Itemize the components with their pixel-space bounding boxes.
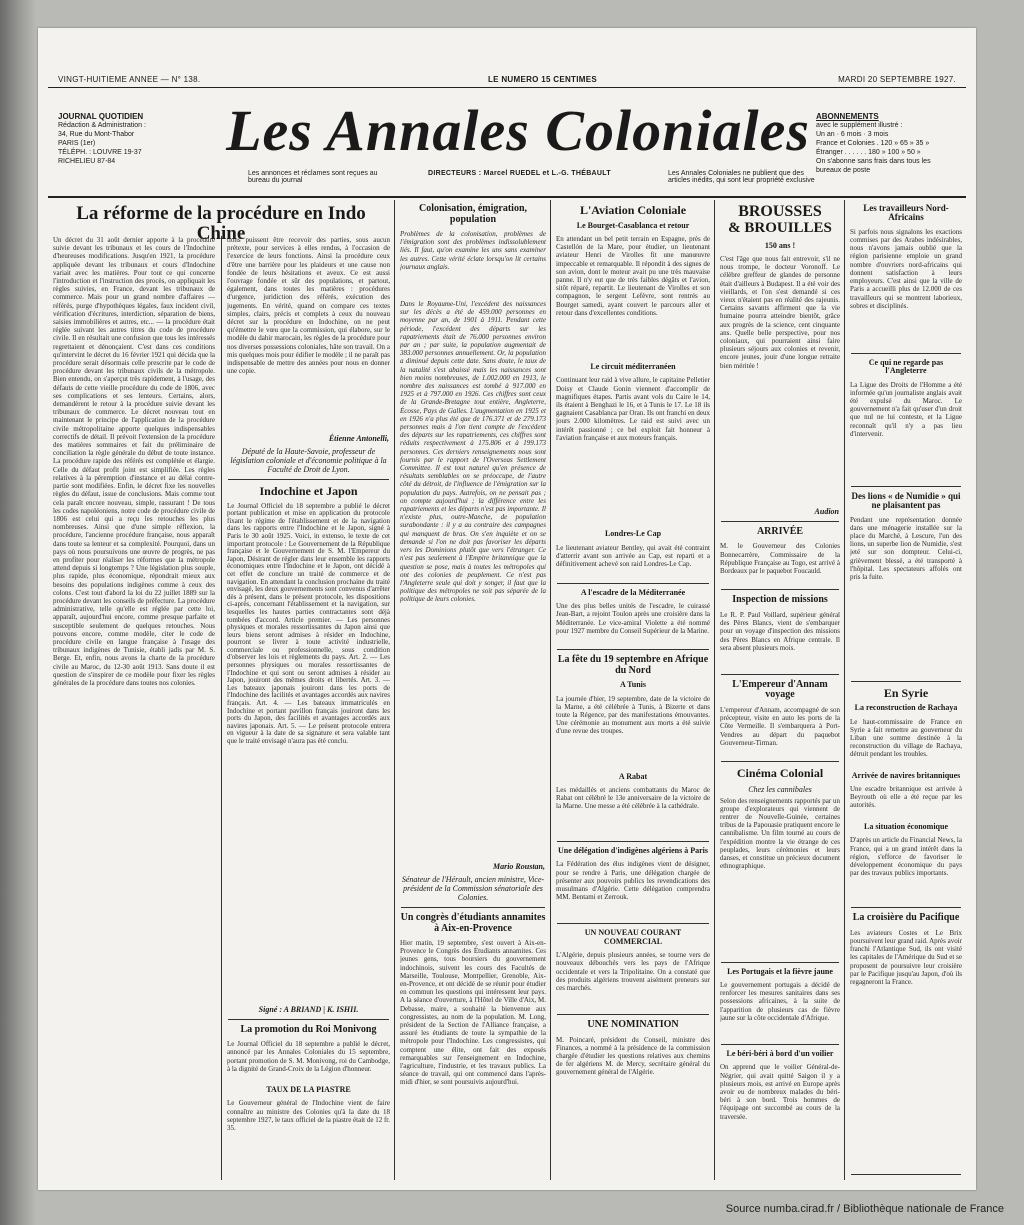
headline-aviation: L'Aviation Coloniale xyxy=(579,203,687,217)
fete-body2: Les médaillés et anciens combattants du Maroc de Rabat ont célébré le 13e anniversaire de la victoire de la Marne. Une messe a été célébrée à la cathédrale. xyxy=(556,785,710,811)
headline-reforme: La réforme de la procédure en Indo Chine xyxy=(76,203,366,244)
headline-fete: La fête du 19 septembre en Afrique du Nord xyxy=(557,654,709,676)
angleterre-body: La Ligue des Droits de l'Homme a été informée qu'un journaliste anglais avait été expulsé du Maroc. Le gouvernement n'a fait qu'user d'un droit que nul ne lui conteste, et la Ligue reconnaît qu'il n'y a pas lieu d'intervenir. xyxy=(850,380,962,438)
subscription-line: Étranger . . . . . . 180 » 100 » 50 » xyxy=(816,149,921,156)
syrie-body3: D'après un article du Financial News, la France, qui a un grand intérêt dans la région, s'efforce de favoriser le développement économique du pays par des travaux publics importants. xyxy=(850,836,962,878)
cinema-body: Selon des renseignements rapportés par un groupe d'explorateurs qui viennent de rentrer de Nouvelle-Guinée, certaines tribus de la Papouasie pratiquent encore le cannibalisme. Un film tourné au cours de l'expédition montre la vie étrange de ces peuplades, leurs cérémonies et leurs danses, et constitue un précieux document ethnographique. xyxy=(720,796,840,871)
reforme-author-role: Député de la Haute-Savoie, professeur de législation coloniale et d'économie politique à la Faculté de Droit de Lyon. xyxy=(230,447,387,474)
directors: DIRECTEURS : Marcel RUEDEL et L.-G. THÉBAULT xyxy=(428,170,611,177)
reforme-body: Un décret du 31 août dernier apporte à la procédure suivie devant les tribunaux et les cours de l'Indochine d'heureuses modifications. Jusqu'en 1921, la procédure appliquée devant les tribunaux et cours d'Indochine variait avec les matières. Pour tout ce qui concerne l'introduction et l'instruction des procès, on appliquait les règles suivies, en France, devant les tribunaux de commerce. Mais pour un grand nombre d'affaires — référés, purge d'hypothèques légales, faux incident civil, vérification d'écritures, interdiction, séparation de biens, saisies immobilières et autres, etc... — la procédure était réglée suivant les autres titres du code de procédure civile. Il en résultait une confusion que tous les intéressés regrettaient et dénonçaient. C'est dans ces conditions qu'intervint le décret du 16 février 1921 qui décida que la procédure serait désormais celle prescrite par le code de procédure devant les tribunaux civils de la métropole. Bien entendu, on s'aperçut très rapidement, à l'usage, des défauts de cette vieille procédure du code de 1806, avec ses complications et ses lenteurs. Certains, alors, demandèrent le retour à la procédure suivie devant les tribunaux de commerce. Le décret nouveau tout en maintenant le principe de l'application de la procédure civile métropolitaine apporte quelques indispensables correctifs de détail. Il prévoit l'extension de la procédure des matières sommaires et fait du préliminaire de conciliation la règle générale du début de toute instance. La procédure rapide des référés est complétée et élargie. Celle du défaut profit joint est simplifiée. Les règles relatives à la péremption d'instance et au délai contre-partie sont modifiées. Enfin, le décret fixe les nouvelles règles du défaut, issue de conclusions. Mais comme tout cela paraît encore nouveau, simple, rassurant ! De tous les codes napoléoniens, notre code de procédure civile de 1806 est celui qui a reçu les retouches les plus nombreuses. Ainsi que d'une simple réflexion, la procédure, l'ancienne procédure française, nous apparaît dans toute sa lenteur et sa complexité. Pourquoi, dans un pays où nous poursuivons une œuvre de progrès, ne pas en profiter pour réaliser les réformes que la métropole attend depuis si longtemps ? Une législation plus souple, plus rapide, plus économique, répondrait mieux aux besoins des populations indigènes comme à ceux des colons. C'est tout d'abord la loi du 22 juillet 1889 sur la procédure devant les conseils de préfecture. La procédure administrative, telle qu'elle est réglée par cette loi, apparaît, aujourd'hui encore, comme presque parfaite et susceptible seulement de quelques retouches. Nous pouvons encore, comme modèle, citer le code de procédure civile en langue française à l'usage des tribunaux indigènes de Tunisie, établi jadis par M. S. Berge. Et, enfin, nous avons la charte de la procédure civile au Maroc, du 12-30 août 1913. Sans doute il est question de s'inspirer de ce modèle pour fixer les règles générales de la procédure dans toutes nos colonies. xyxy=(53,236,215,687)
headline-pacifique: La croisière du Pacifique xyxy=(852,912,960,924)
aviation-sub3: Londres-Le Cap xyxy=(604,529,662,539)
office-line: PARIS (1er) xyxy=(58,140,96,147)
inspection-body: Le R. P. Paul Voillard, supérieur général des Pères Blancs, vient de s'embarquer pour un voyage d'inspection des missions des Pères Blancs en Afrique centrale. Il sera absent plusieurs mois. xyxy=(720,610,840,652)
aviation-sub1: Le Bourget-Casablanca et retour xyxy=(576,220,690,230)
colonisation-intro: Problèmes de la colonisation, problèmes de l'émigration sont des problèmes indissolublement liés. Il faut, qu'on examine les uns sans examiner les autres. Cette vérité éclate lorsqu'on lit certains journaux anglais. xyxy=(400,230,546,271)
aviation-body3: Le lieutenant aviateur Bentley, qui avait été contraint d'atterrir avant son arrivée au Cap, est reparti et a définitivement achevé son raid Londres-Le Cap. xyxy=(556,543,710,569)
office-line: Rédaction & Administration : xyxy=(58,122,146,129)
brousses-author: Audion xyxy=(814,506,839,516)
nomination-body: M. Poincaré, président du Conseil, ministre des Finances, a nommé à la présidence de la commission chargée d'étudier les questions relatives aux chemins de fer algériens M. de Mercy, secrétaire général du gouvernement général de l'Algérie. xyxy=(556,1035,710,1077)
headline-empereur: L'Empereur d'Annam voyage xyxy=(732,678,828,701)
divider xyxy=(401,907,545,908)
headline-angleterre: Ce qui ne regarde pas l'Angleterre xyxy=(868,357,944,376)
binding-edge xyxy=(0,0,36,1225)
edition-number: VINGT-HUITIEME ANNEE — N° 138. xyxy=(58,75,201,84)
headline-brouilles: & BROUILLES xyxy=(728,219,832,236)
syrie-sub1: La reconstruction de Rachaya xyxy=(854,703,958,713)
headline-indochine-japon: Indochine et Japon xyxy=(259,484,358,498)
empereur-body: L'empereur d'Annam, accompagné de son précepteur, visite en auto les ports de la Côte Vermeille. Il s'embarquera à Port-Vendres au départ du paquebot Gouverneur-Tirman. xyxy=(720,705,840,747)
aviation-body1: En attendant un bel petit terrain en Espagne, près de Castellón de la Mare, pour étudier, un lieutenant aviateur Henri de Virolles fit une manœuvre impeccable et remarquable. Il répondit à des signes de son avion, dont le moteur avait pu une très mauvaise panne. Il n'y eut que de très faibles dégâts et l'avion, sitôt réparé, repartit. Le lieutenant de Virolles et son compagnon, le sergent Lefèvre, sont rentrés au Bourget samedi, ayant couvert le parcours aller et retour dans d'excellentes conditions. xyxy=(556,234,710,317)
office-line: TÉLÉPH. : LOUVRE 19-37 xyxy=(58,149,142,156)
newspaper-title: Les Annales Coloniales xyxy=(226,98,810,163)
divider xyxy=(557,649,709,650)
divider xyxy=(851,486,961,487)
headline-delegation: Une délégation d'indigènes algériens à Paris xyxy=(558,845,708,855)
fete-sub2: A Rabat xyxy=(618,771,648,781)
tagline-right: Les Annales Coloniales ne publient que des articles inédits, qui sont leur propriété exclusive xyxy=(668,170,815,184)
column-travailleurs xyxy=(844,200,967,1180)
divider xyxy=(721,761,839,762)
headline-cinema: Cinéma Colonial xyxy=(736,765,824,780)
subhead-piastre: TAUX DE LA PIASTRE xyxy=(266,1085,351,1095)
lions-body: Pendant une représentation donnée dans une ménagerie installée sur la place du Marché, à Lescure, l'un des lions, un superbe lion de Numidie, s'est jeté sur son dompteur. Celui-ci, grièvement blessé, a été transporté à l'hôpital. Les spectateurs affolés ont pris la fuite. xyxy=(850,515,962,581)
subscription-label: ABONNEMENTS xyxy=(816,112,879,121)
divider xyxy=(851,681,961,682)
arrivee-body: M. le Gouverneur des Colonies Bonnecarrère, Commissaire de la République Française au Togo, est arrivé à Bordeaux par le paquebot Foucauld. xyxy=(720,542,840,576)
headline-lions: Des lions « de Numidie » qui ne plaisantent pas xyxy=(851,490,961,511)
divider xyxy=(557,841,709,842)
headline-syrie: En Syrie xyxy=(883,685,929,700)
headline-nomination: UNE NOMINATION xyxy=(587,1019,679,1031)
divider xyxy=(228,1019,389,1020)
column-colonisation xyxy=(394,200,551,1180)
monivong-body: Le Journal Officiel du 18 septembre a publié le décret, annoncé par les Annales Coloniales du 15 septembre, portant promotion de S. M. Monivong, roi du Cambodge, à la dignité de Grand-Croix de la Légion d'honneur. xyxy=(227,1040,390,1073)
cinema-sub: Chez les cannibales xyxy=(748,784,812,794)
colonisation-body: Dans le Royaume-Uni, l'excédent des naissances sur les décès a été de 459.000 personnes en moyenne par an, de 1901 à 1911. Pendant cette période, l'excédent des départs sur les rapatriements était de 76.000 personnes environ par an ; par suite, la population augmentait de 383.000 personnes annuellement. Or, la population a diminué depuis cette date. Sans doute, le taux de la natalité s'est abaissé mais les naissances sont bien moins nombreuses, de 1.002.000 en 1913, le nombre des naissances est tombé à 917.000 en 1925 et à 797.000 en 1926. Ces chiffres sont ceux de la Grande-Bretagne tout entière, Angleterre, Écosse, Pays de Galles. L'augmentation en 1925 et en 1926 n'a plus été que de 176.371 et de 279.173 personnes mais à l'on tient compte de l'excédent des départs sur les rapatriements, ces chiffres sont réduits respectivement à 175.806 et à 199.173 personnes. Ces derniers renseignements nous sont fournis par le rapport de l'Overseas Settlement Committee. Il est tout naturel qu'en présence de résultats semblables on se préoccupe, de l'autre côté du détroit, de l'influence de l'émigration sur la population du pays. Autrefois, on ne pensait pas ; on compte aujourd'hui ; la différence entre les rapatriements et les départs n'est pas importante. Il n'existe plus, outre-Manche, de population surabondante : il y a au contraire des campagnes qui manquent de bras. On s'en inquiète et on se demande si l'on ne doit pas favoriser les départs vers les Dominions plutôt que vers l'étranger. Ce n'est pas seulement à l'Empire britannique que la question se pose, mais à toutes les métropoles qui ont des colonies de peuplement. Ce n'est pas l'Angleterre seule qui doit y songer, il faut que la politique des métropoles ne soit pas séparée de la politique de leurs colonies. xyxy=(400,300,546,604)
divider xyxy=(721,962,839,963)
divider xyxy=(721,589,839,590)
divider xyxy=(557,923,709,924)
aviation-sub2: Le circuit méditerranéen xyxy=(590,361,676,371)
column-aviation xyxy=(550,200,715,1180)
delegation-body: La Fédération des élus indigènes vient de désigner, pour se rendre à Paris, une délégation chargée de présenter aux pouvoirs publics les revendications des musulmans d'Algérie. Cette délégation comprendra MM. Bentami et Zerrouk. xyxy=(556,860,710,902)
aviation-body2: Continuant leur raid à vive allure, le capitaine Pelletier Doisy et Claude Gonin viennent d'accomplir de magnifiques étapes. Partis avant vols du Caire le 14, ils étaient à Benghazi le 16, et à Tunis le 17. Le 18 ils gagnaient Casablanca par Oran. Ils ont franchi en deux jours 2.000 kilomètres. Le raid est suivi avec un intérêt passionné ; ce bel exploit fait honneur à l'aviation française et aux moteurs français. xyxy=(556,376,710,442)
newspaper-page xyxy=(38,28,976,1190)
headline-colonisation: Colonisation, émigration, population xyxy=(418,203,528,225)
syrie-body2: Une escadre britannique est arrivée à Beyrouth où elle a été reçue par les autorités. xyxy=(850,784,962,810)
subscription-line: France et Colonies . 120 » 65 » 35 » xyxy=(816,140,930,147)
office-line: RICHELIEU 87-84 xyxy=(58,158,116,165)
headline-travailleurs: Les travailleurs Nord-Africains xyxy=(863,203,949,223)
portugais-body: Le gouvernement portugais a décidé de renforcer les mesures sanitaires dans ses possessions africaines, à la suite de l'apparition de plusieurs cas de fièvre jaune sur la côte occidentale d'Afrique. xyxy=(720,980,840,1022)
divider xyxy=(851,353,961,354)
reforme-col-a xyxy=(48,236,220,1180)
indochine-japon-body: Le Journal Officiel du 18 septembre a publié le décret portant publication et mise en application du protocole fixant le régime de l'établissement et de la navigation dans les rapports entre l'Indochine et le Japon, signé à Paris le 30 août 1925. Voici, in extenso, le texte de cet important protocole : Le Gouvernement de la République française et le Gouvernement de S. M. l'Empereur du Japon, Désirant de régler dans leur ensemble les rapports économiques entre l'Indochine et le Japon, ont décidé à cet effet de conclure un traité de commerce et de navigation. En attendant la conclusion prochaine du traité envisagé, les deux gouvernements sont convenus d'arrêter dès à présent, dans le présent protocole, les dispositions ci-après, concernant l'établissement et la navigation, sur lesquelles les hautes parties contractantes sont déjà tombées d'accord. Article premier. — Les personnes physiques et morales ressortissantes du Japon ainsi que leurs biens seront admises à résider en Indochine, pourront se livrer à toute activité industrielle, commerciale ou professionnelle, sous condition d'observer les lois et règlements du pays. Art. 2. — Les personnes physiques ou morales ressortissantes de l'Indochine et qui sont ou seront admises à résider au Japon, jouiront des mêmes droits et libertés. Art. 3. — Les bateaux japonais jouiront dans les ports de l'Indochine des facilités et avantages accordés aux navires français. Art. 4. — Les bateaux immatriculés en Indochine et portant pavillon français jouiront dans les ports du Japon, des facilités et avantages accordés aux navires japonais. Art. 5. — Le présent protocole entrera en vigueur à la date de sa signature et sera valable tant que le traité envisagé n'aura pas été conclu. xyxy=(227,502,390,745)
headline-congres: Un congrès d'étudiants annamites à Aix-en-Provence xyxy=(400,912,546,934)
subscription-line: On s'abonne sans frais dans tous les bureaux de poste xyxy=(816,158,931,174)
office-line: 34, Rue du Mont-Thabor xyxy=(58,131,135,138)
headline-courant: UN NOUVEAU COURANT COMMERCIAL xyxy=(584,928,682,946)
escadre-body: Une des plus belles unités de l'escadre, le cuirassé Jean-Bart, a rejoint Toulon après une croisière dans la Méditerranée. Le vice-amiral Violette a été nommé pour 1927 membre du Conseil Supérieur de la Marine. xyxy=(556,602,710,635)
issue-date: MARDI 20 SEPTEMBRE 1927. xyxy=(838,75,956,84)
headline-portugais: Les Portugais et la fièvre jaune xyxy=(727,966,833,976)
source-credit: Source numba.cirad.fr / Bibliothèque nationale de France xyxy=(725,1203,1004,1215)
divider xyxy=(851,907,961,908)
pacifique-body: Les aviateurs Costes et Le Brix poursuivent leur grand raid. Après avoir franchi l'Atlantique Sud, ils ont visité les capitales de l'Amérique du Sud et se proposent de poursuivre leur croisière par le Pacifique jusqu'au Japon, d'où ils regagneront la France. xyxy=(850,928,962,987)
headline-escadre: A l'escadre de la Méditerranée xyxy=(580,587,686,597)
travailleurs-body: Si parfois nous signalons les exactions commises par des Arabes indésirables, nous n'avons jamais oublié que la région parisienne emploie un grand nombre d'ouvriers nord-africains qui donnent satisfaction à leurs employeurs. C'est ainsi que la ville de Paris a accueilli plus de 12.000 de ces travailleurs qui se montrent laborieux, sobres et disciplinés. xyxy=(850,227,962,310)
subscription-line: avec le supplément illustré : xyxy=(816,122,903,129)
fete-sub1: A Tunis xyxy=(619,680,647,690)
headline-beriberi: Le béri-béri à bord d'un voilier xyxy=(726,1048,834,1058)
divider xyxy=(851,1174,961,1175)
divider xyxy=(721,521,839,522)
indochine-japon-signature: Signé : A BRIAND | K. ISHII. xyxy=(258,1004,359,1014)
brousses-body: C'est l'âge que nous fait entrevoir, s'il ne nous trompe, le docteur Voronoff. Le célèbre greffeur de glandes de personne était d'ailleurs à Budapest. Il a été voir des vieillards, et l'on s'est demandé si ces vieux n'étaient pas en réalité des rajeunis. Certains savants affirment que la vie humaine pourra atteindre bientôt, grâce aux progrès de la science, cent cinquante ans. Quelle belle perspective, pour nos coloniaux, qui pourraient ainsi faire plusieurs séjours aux colonies et revenir, encore jeunes, jouir d'une longue retraite bien méritée ! xyxy=(720,254,840,370)
column-reforme xyxy=(48,200,394,1180)
headline-inspection: Inspection de missions xyxy=(732,594,828,606)
tagline-left: Les annonces et réclames sont reçues au bureau du journal xyxy=(248,170,378,184)
beriberi-body: On apprend que le voilier Général-de-Négrier, qui avait quitté Saigon il y a plusieurs mois, est arrivé en Europe après avoir eu de nombreux malades du béri-béri à son bord. Trois hommes de l'équipage ont succombé au cours de la traversée. xyxy=(720,1063,840,1121)
masthead xyxy=(48,88,966,196)
article-columns xyxy=(48,200,966,1180)
reforme-author: Étienne Antonelli, xyxy=(328,434,389,443)
masthead-rule xyxy=(48,196,966,198)
issue-price: LE NUMERO 15 CENTIMES xyxy=(488,75,597,84)
subscription-box xyxy=(816,112,956,175)
syrie-body1: Le haut-commissaire de France en Syrie a fait remettre au gouverneur du Liban une somme destinée à la reconstruction du village de Rachaya, détruit pendant les troubles. xyxy=(850,717,962,759)
headline-monivong: La promotion du Roi Monivong xyxy=(240,1023,377,1035)
column-brousses xyxy=(714,200,845,1180)
colonisation-author: Mario Roustan, xyxy=(492,862,545,871)
colonisation-author-role: Sénateur de l'Hérault, ancien ministre, Vice-président de la Commission sénatoriale des Colonies. xyxy=(401,875,545,902)
congres-body: Hier matin, 19 septembre, s'est ouvert à Aix-en-Provence le Congrès des Étudiants annamites. Ces jeunes gens, tous boursiers du gouvernement indochinois, suivent les cours des Facultés de Marseille, Toulouse, Montpellier, Grenoble, Aix-en-Provence, et ont décidé de se réunir pour étudier en commun les questions qui intéressent leur pays. A la séance d'ouverture, à l'Hôtel de Ville d'Aix, M. Debasse, maire, a souhaité la bienvenue aux congressistes, au nom de la population. M. Long, président de la Section de l'Alliance française, a assuré les étudiants de toute la sympathie de la métropole pour l'Indochine. Les congressistes, qui comptent une élite, ont fait des exposés remarquables sur l'enseignement en Indochine, l'agriculture, l'industrie, et les travaux publics. La séance de travail, qui ont commencé dans l'après-midi d'hier, se sont poursuivis aujourd'hui. xyxy=(400,939,546,1087)
headline-arrivee: ARRIVÉE xyxy=(756,525,804,537)
fete-body1: La journée d'hier, 19 septembre, date de la victoire de la Marne, a été célébrée à Tunis, à Bizerte et dans toute la Régence, par des manifestations émouvantes. Une cérémonie au monument aux morts a été suivie d'une revue des troupes. xyxy=(556,694,710,736)
office-label: JOURNAL QUOTIDIEN xyxy=(58,112,144,121)
divider xyxy=(721,674,839,675)
top-info-line xyxy=(48,73,966,87)
courant-body: L'Algérie, depuis plusieurs années, se tourne vers de nouveaux débouchés vers les pays de l'Afrique occidentale et vers la Tripolitaine. On a constaté que des produits algériens trouvent aisément preneurs sur ces marchés. xyxy=(556,951,710,992)
office-box xyxy=(58,112,218,166)
subscription-line: Un an · 6 mois · 3 mois xyxy=(816,131,889,138)
reforme-col-b xyxy=(221,236,394,1180)
divider xyxy=(557,583,709,584)
divider xyxy=(557,1014,709,1015)
piastre-rate: Le Gouverneur général de l'Indochine vient de faire connaître au ministre des Colonies qu'à la date du 18 septembre 1927, le taux officiel de la piastre était de 12 fr. 35. xyxy=(227,1099,390,1133)
divider xyxy=(228,479,389,480)
reforme-cont-body: tions puissent être recevoir des parties, sous aucun prétexte, pour services à elles rendus, à l'occasion de l'exercice de leurs fonctions. Ainsi la procédure ceux d'être une barrière pour les plaideurs et une cause non fondée de leurs hésitations et aveux. Ce est aussi l'ouvrage fondée et sûr des populations, et partout, également, dans toutes les matières : procédures d'urgence, juridiction des référés, exécution des jugements. En vérité, quand on compare ces textes simples, clairs, précis et complets à ceux du nouveau décret sur la procédure en Indochine, on ne peut qu'émettre le vœu que la commission, qui élabore, sur le modèle du dahir marocain, les règles de la procédure pour nos diverses possessions coloniales, hâte son travail. On a mis quelques mois pour édifier le modèle ; il ne paraît pas indispensable de mettre des années pour nous en donner une copie. xyxy=(227,236,390,376)
headline-brousses: BROUSSES xyxy=(738,203,822,220)
divider xyxy=(721,1044,839,1045)
syrie-sub3: La situation économique xyxy=(863,821,948,831)
syrie-sub2: Arrivée de navires britanniques xyxy=(851,770,961,780)
brousses-sub: 150 ans ! xyxy=(764,240,796,250)
